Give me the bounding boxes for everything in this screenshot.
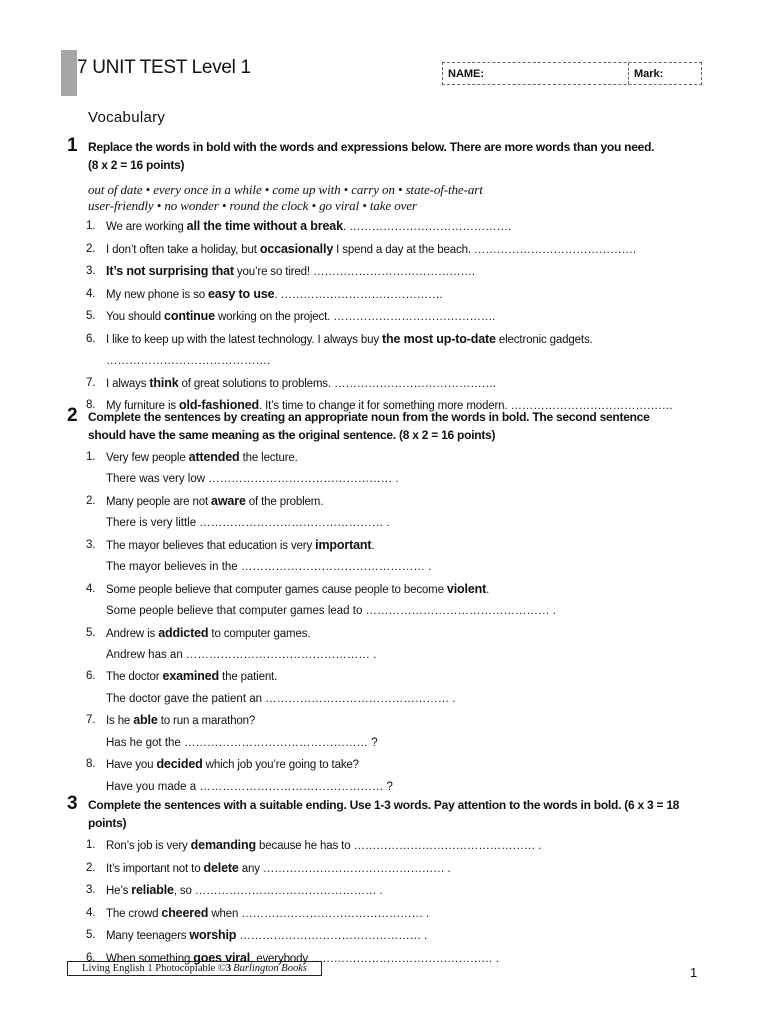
exercise-number: 3 bbox=[67, 793, 78, 814]
item-text-end: which job you’re going to take? bbox=[202, 759, 359, 772]
item-number: 1. bbox=[86, 839, 96, 851]
item-number: 5. bbox=[86, 310, 96, 323]
item-text-end: . It’s time to change it for something more modern. ……………………………………. bbox=[259, 400, 673, 413]
item-text: You should bbox=[106, 311, 165, 324]
answer-line[interactable]: The doctor gave the patient an ………………………………………… . bbox=[106, 692, 456, 705]
item-text-end: because he has to ………………………………………… . bbox=[255, 840, 542, 852]
item-number: 1. bbox=[86, 451, 96, 463]
answer-line[interactable]: Andrew has an ………………………………………… . bbox=[106, 648, 377, 661]
item-text: My new phone is so bbox=[106, 288, 208, 301]
item-text: I don’t often take a holiday, but bbox=[106, 243, 260, 256]
item-number: 4. bbox=[86, 582, 96, 595]
exercise-item bbox=[64, 713, 714, 750]
item-text: My furniture is bbox=[106, 400, 180, 413]
item-number: 6. bbox=[86, 332, 96, 345]
item-bold-words: old-fashioned bbox=[179, 398, 260, 413]
name-field[interactable]: NAME: bbox=[443, 63, 629, 84]
page-title: 7 UNIT TEST Level 1 bbox=[77, 57, 251, 78]
exercise-number: 1 bbox=[67, 135, 78, 156]
item-text: Is he bbox=[106, 715, 134, 728]
exercise-item bbox=[64, 309, 714, 325]
item-number: 2. bbox=[86, 861, 96, 874]
item-text-end: you’re so tired! ……………………………………. bbox=[233, 266, 475, 279]
item-number: 6. bbox=[86, 670, 96, 683]
item-text: He’s bbox=[106, 885, 132, 898]
exercise-item bbox=[64, 838, 714, 854]
item-bold-words: able bbox=[133, 713, 158, 728]
exercise-item bbox=[64, 928, 714, 944]
item-text: Ron’s job is very bbox=[106, 840, 191, 852]
item-text: I always bbox=[106, 377, 150, 390]
item-text-end: to run a marathon? bbox=[157, 715, 256, 728]
item-text-end: I spend a day at the beach. ……………………………………. bbox=[333, 243, 636, 256]
exercise-item bbox=[64, 332, 714, 369]
header-accent-bar bbox=[61, 50, 77, 96]
item-text: We are working bbox=[106, 221, 187, 233]
answer-line[interactable]: There is very little ………………………………………… . bbox=[106, 517, 390, 530]
exercise-1 bbox=[64, 135, 714, 421]
exercise-points: (8 x 2 = 16 points) bbox=[88, 157, 185, 172]
item-text-end: . ……………………………………. bbox=[342, 221, 511, 233]
exercise-item bbox=[64, 450, 714, 487]
item-bold-words: reliable bbox=[131, 883, 174, 898]
item-number: 2. bbox=[86, 494, 96, 507]
exercise-item bbox=[64, 861, 714, 877]
item-number: 1. bbox=[86, 220, 96, 232]
item-bold-words: important bbox=[315, 537, 372, 552]
exercise-item bbox=[64, 494, 714, 531]
publisher-name: Burlington Books bbox=[233, 963, 307, 974]
exercise-item bbox=[64, 376, 714, 392]
item-text: Very few people bbox=[106, 452, 189, 464]
item-text: I like to keep up with the latest technology. I always buy bbox=[106, 333, 383, 346]
footer-text: Living English 1 Photocopiable © bbox=[82, 963, 226, 974]
item-text: Many people are not bbox=[106, 495, 212, 508]
answer-line[interactable]: There was very low ………………………………………… . bbox=[106, 473, 399, 486]
item-text-end: , so ………………………………………… . bbox=[173, 885, 383, 898]
item-text: The mayor believes that education is very bbox=[106, 539, 316, 552]
item-bold-words: continue bbox=[164, 309, 215, 324]
item-text: The crowd bbox=[106, 907, 162, 920]
exercise-3-header bbox=[64, 793, 714, 832]
item-bold-words: think bbox=[149, 375, 179, 390]
exercise-item bbox=[64, 883, 714, 899]
item-text: Andrew is bbox=[106, 627, 159, 640]
item-number: 4. bbox=[86, 287, 96, 300]
item-bold-words: addicted bbox=[158, 625, 209, 640]
item-text-end: . bbox=[486, 583, 490, 596]
footer-copyright bbox=[67, 961, 322, 976]
section-title: Vocabulary bbox=[88, 109, 166, 126]
publisher-logo: 3 bbox=[225, 963, 232, 974]
word-box-line: out of date • every once in a while • come up with • carry on • state-of-the-art bbox=[88, 182, 483, 197]
item-bold-words: It’s not surprising that bbox=[106, 264, 234, 279]
item-text: Have you bbox=[106, 759, 157, 772]
item-bold-words: goes viral bbox=[193, 950, 251, 965]
item-bold-words: violent bbox=[446, 581, 487, 596]
exercise-item bbox=[64, 287, 714, 303]
exercise-item bbox=[64, 669, 714, 706]
exercise-3 bbox=[64, 793, 714, 974]
item-number: 8. bbox=[86, 399, 96, 412]
item-text-end: when ………………………………………… . bbox=[208, 907, 429, 920]
item-text-end: . bbox=[371, 539, 375, 552]
exercise-item bbox=[64, 242, 714, 258]
item-bold-words: attended bbox=[188, 450, 240, 464]
exercise-3-items bbox=[64, 838, 714, 967]
exercise-instructions: Complete the sentences with a suitable ending. Use 1-3 words. Pay attention to the words in bold. (6 x 3 = 18 points) bbox=[88, 798, 680, 830]
exercise-instructions: Complete the sentences by creating an appropriate noun from the words in bold. The second sentence bbox=[88, 410, 650, 424]
exercise-1-header bbox=[64, 135, 714, 174]
mark-field[interactable]: Mark: bbox=[634, 67, 664, 80]
item-bold-words: decided bbox=[156, 757, 203, 772]
item-text-end: . ……………………………………. bbox=[274, 288, 443, 301]
answer-line[interactable]: The mayor believes in the ………………………………………… . bbox=[106, 561, 432, 574]
item-text-end: of great solutions to problems. ……………………………………. bbox=[178, 377, 496, 390]
exercise-item bbox=[64, 757, 714, 794]
item-bold-words: delete bbox=[203, 860, 239, 875]
item-number: 3. bbox=[86, 538, 96, 551]
item-text: The doctor bbox=[106, 671, 163, 684]
answer-line[interactable]: Has he got the ………………………………………… ? bbox=[106, 736, 378, 749]
item-number: 2. bbox=[86, 242, 96, 255]
answer-line[interactable]: ……………………………………. bbox=[106, 355, 271, 368]
item-number: 3. bbox=[86, 884, 96, 897]
word-box bbox=[64, 182, 714, 213]
exercise-instructions-continued: should have the same meaning as the original sentence. (8 x 2 = 16 points) bbox=[88, 427, 496, 442]
name-mark-box bbox=[442, 62, 702, 85]
answer-line[interactable]: Have you made a ………………………………………… ? bbox=[106, 780, 393, 793]
exercise-instructions: Replace the words in bold with the words and expressions below. There are more words than you need. bbox=[88, 140, 655, 154]
item-text-end: ………………………………………… . bbox=[236, 930, 428, 943]
exercise-item bbox=[64, 582, 714, 619]
item-text-end: , everybody ………………………………………… . bbox=[250, 952, 499, 965]
answer-line[interactable]: Some people believe that computer games lead to ………………………………………… . bbox=[106, 604, 556, 617]
item-text-end: any ………………………………………… . bbox=[238, 862, 451, 875]
exercise-item bbox=[64, 264, 714, 280]
exercise-item bbox=[64, 626, 714, 663]
item-bold-words: occasionally bbox=[259, 241, 334, 256]
exercise-1-items bbox=[64, 219, 714, 414]
item-text: It’s important not to bbox=[106, 862, 204, 875]
item-text-end: the patient. bbox=[219, 671, 278, 684]
item-number: 3. bbox=[86, 265, 96, 278]
item-text: Many teenagers bbox=[106, 930, 190, 943]
item-text-end: electronic gadgets. bbox=[495, 333, 593, 346]
exercise-number: 2 bbox=[67, 405, 78, 426]
word-box-line: user-friendly • no wonder • round the clock • go viral • take over bbox=[88, 197, 417, 213]
exercise-item bbox=[64, 219, 714, 235]
item-text: Some people believe that computer games cause people to become bbox=[106, 583, 447, 596]
item-text-end: of the problem. bbox=[245, 495, 324, 508]
item-number: 8. bbox=[86, 758, 96, 771]
item-text-end: working on the project. ……………………………………. bbox=[214, 311, 496, 324]
exercise-item bbox=[64, 538, 714, 575]
item-number: 7. bbox=[86, 714, 96, 727]
item-bold-words: easy to use bbox=[207, 286, 275, 301]
item-number: 5. bbox=[86, 929, 96, 942]
item-number: 5. bbox=[86, 626, 96, 639]
item-number: 6. bbox=[86, 951, 96, 964]
item-number: 7. bbox=[86, 376, 96, 389]
item-bold-words: the most up-to-date bbox=[382, 331, 496, 346]
item-bold-words: aware bbox=[211, 493, 246, 508]
item-bold-words: worship bbox=[189, 928, 237, 943]
item-number: 4. bbox=[86, 906, 96, 919]
item-text-end: the lecture. bbox=[239, 452, 298, 464]
item-text: When something bbox=[106, 952, 194, 965]
item-text-end: to computer games. bbox=[208, 627, 311, 640]
item-bold-words: all the time without a break bbox=[186, 219, 343, 233]
page-number: 1 bbox=[690, 965, 698, 980]
item-bold-words: examined bbox=[162, 669, 219, 684]
item-bold-words: cheered bbox=[161, 905, 209, 920]
exercise-2-items bbox=[64, 450, 714, 795]
item-bold-words: demanding bbox=[190, 838, 256, 852]
exercise-item bbox=[64, 906, 714, 922]
